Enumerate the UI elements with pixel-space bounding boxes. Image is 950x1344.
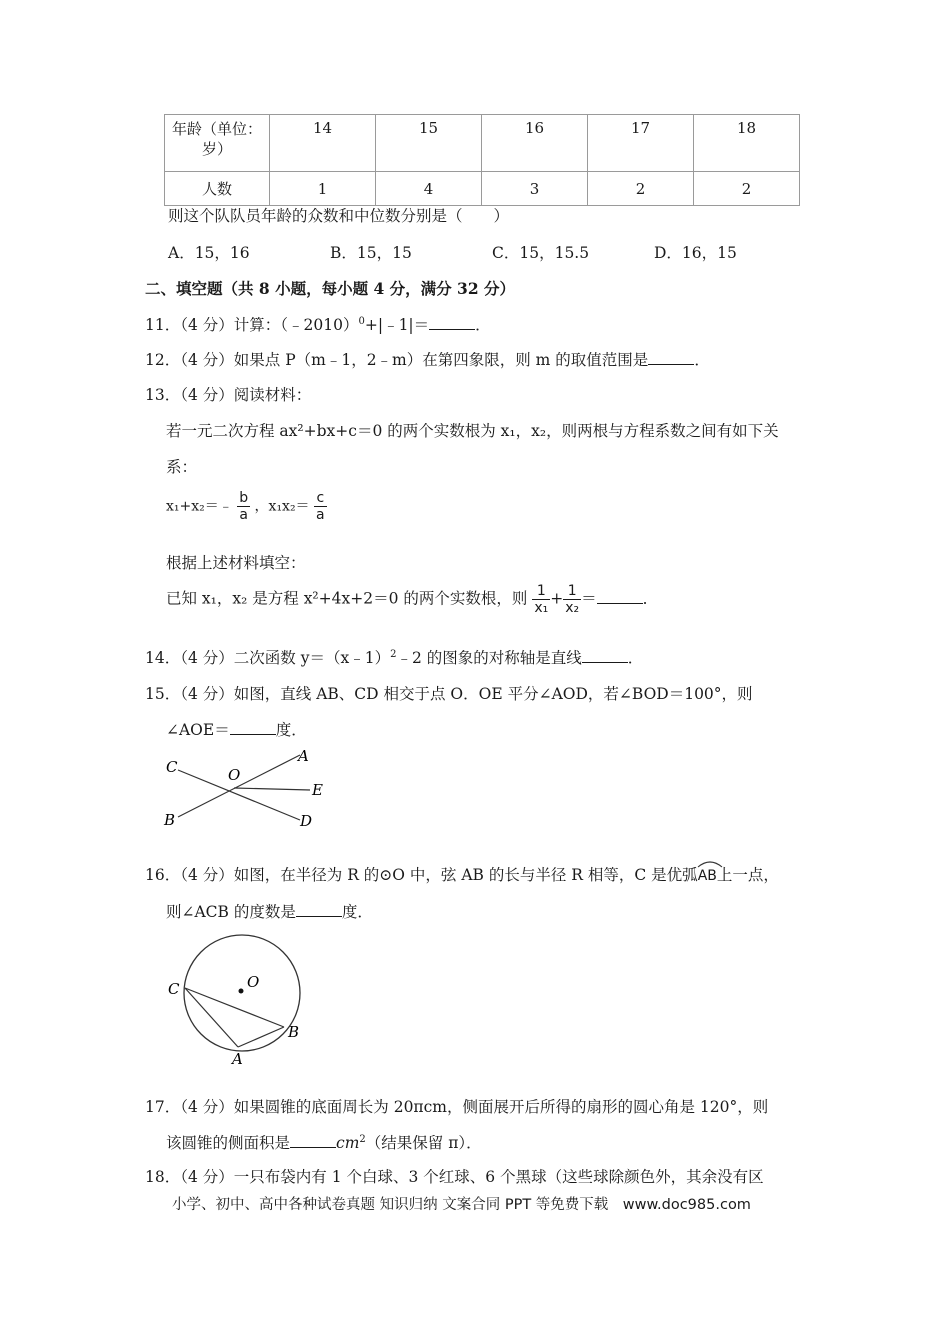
fraction-denominator: a bbox=[316, 507, 325, 523]
count-cell: 3 bbox=[482, 172, 588, 206]
label-o: O bbox=[228, 766, 241, 784]
punctuation: ． bbox=[694, 351, 710, 369]
question-12 bbox=[145, 348, 710, 370]
label-b: B bbox=[164, 811, 176, 829]
exponent: 2 bbox=[359, 1133, 366, 1145]
question-18 bbox=[145, 1165, 764, 1187]
question-text: ∠AOE＝ bbox=[166, 721, 230, 739]
punctuation: ． bbox=[642, 589, 659, 608]
fraction-denominator: x₂ bbox=[565, 600, 580, 616]
section-title: 二、填空题（共 8 小题，每小题 4 分，满分 32 分） bbox=[145, 279, 516, 298]
punctuation: ． bbox=[475, 316, 491, 334]
age-table bbox=[164, 114, 800, 206]
question-number: 16． bbox=[145, 866, 181, 884]
q10-option-c: C．15，15.5 bbox=[492, 244, 590, 262]
question-14 bbox=[145, 646, 643, 668]
question-number: 13． bbox=[145, 386, 181, 404]
fraction bbox=[237, 490, 250, 523]
q10-option-a: A．15，16 bbox=[168, 244, 250, 262]
fraction bbox=[532, 583, 550, 616]
question-text: 阅读材料： bbox=[233, 386, 312, 404]
footer-banner: 小学、初中、高中各种试卷真题 知识归纳 文案合同 PPT 等免费下载 www.doc985.com bbox=[172, 1197, 751, 1213]
question-text: ﹣2 的图象的对称轴是直线 bbox=[396, 649, 582, 667]
q13-fill-intro: 根据上述材料填空： bbox=[166, 554, 306, 572]
q13-known bbox=[166, 583, 658, 616]
q17-line2 bbox=[166, 1131, 482, 1153]
q15-line2 bbox=[166, 718, 307, 740]
center-point bbox=[239, 989, 244, 994]
exponent: 2 bbox=[390, 648, 397, 660]
formula-text: ，x₁x₂＝ bbox=[254, 498, 310, 515]
answer-blank[interactable] bbox=[230, 720, 276, 735]
question-text: +|﹣1|＝ bbox=[364, 316, 430, 334]
question-text: 如果圆锥的底面周长为 20πcm，侧面展开后所得的扇形的圆心角是 120°，则 bbox=[233, 1098, 769, 1116]
punctuation: ． bbox=[627, 649, 644, 667]
line-ab bbox=[178, 755, 300, 817]
question-text: （结果保留 π）． bbox=[365, 1134, 482, 1152]
fraction bbox=[563, 583, 581, 616]
q13-formula bbox=[166, 490, 327, 523]
fraction-numerator: 1 bbox=[563, 583, 581, 600]
label-o: O bbox=[247, 973, 260, 991]
age-cell: 18 bbox=[694, 115, 800, 172]
plus-sign: + bbox=[550, 589, 564, 608]
count-cell: 4 bbox=[376, 172, 482, 206]
question-text: 计算：（﹣2010） bbox=[233, 316, 359, 334]
exponent: 0 bbox=[358, 315, 365, 327]
count-header-cell: 人数 bbox=[165, 172, 270, 206]
label-e: E bbox=[312, 781, 323, 799]
q10-option-d: D．16，15 bbox=[654, 244, 737, 262]
fraction bbox=[314, 490, 327, 523]
answer-blank[interactable] bbox=[582, 648, 628, 663]
q13-line1: 若一元二次方程 ax²+bx+c＝0 的两个实数根为 x₁，x₂，则两根与方程系数之间有如下关 bbox=[166, 422, 779, 440]
question-number: 11． bbox=[145, 316, 181, 334]
label-c: C bbox=[166, 758, 178, 776]
fraction-denominator: x₁ bbox=[534, 600, 549, 616]
question-points: （4 分） bbox=[180, 685, 234, 703]
question-text: 上一点， bbox=[716, 866, 779, 884]
label-d: D bbox=[300, 812, 313, 830]
circle-figure bbox=[160, 930, 310, 1070]
equals-sign: ＝ bbox=[581, 589, 597, 608]
arc-ab-notation bbox=[698, 864, 717, 884]
fraction-numerator: c bbox=[314, 490, 327, 507]
question-text: 度． bbox=[275, 721, 307, 739]
label-c: C bbox=[168, 980, 180, 998]
fraction-denominator: a bbox=[239, 507, 248, 523]
q10-stem: 则这个队队员年龄的众数和中位数分别是（ ） bbox=[168, 207, 510, 225]
q10-option-b: B．15，15 bbox=[330, 244, 412, 262]
age-header-cell: 年龄（单位：岁） bbox=[165, 115, 270, 172]
arc-label: AB bbox=[697, 868, 717, 884]
question-points: （4 分） bbox=[180, 386, 234, 404]
question-points: （4 分） bbox=[180, 1168, 234, 1186]
question-number: 12． bbox=[145, 351, 181, 369]
question-text: 如果点 P（m﹣1，2﹣m）在第四象限，则 m 的取值范围是 bbox=[233, 351, 649, 369]
question-text: 二次函数 y＝（x﹣1） bbox=[233, 649, 391, 667]
age-cell: 16 bbox=[482, 115, 588, 172]
q13-line2: 系： bbox=[166, 458, 198, 476]
count-cell: 2 bbox=[694, 172, 800, 206]
arc-icon bbox=[697, 860, 723, 868]
question-text: 该圆锥的侧面积是 bbox=[166, 1134, 291, 1152]
question-text: 度． bbox=[341, 903, 373, 921]
question-text: 已知 x₁，x₂ 是方程 x²+4x+2＝0 的两个实数根，则 bbox=[166, 589, 528, 608]
question-number: 15． bbox=[145, 685, 181, 703]
question-points: （4 分） bbox=[180, 649, 234, 667]
question-11 bbox=[145, 313, 491, 335]
question-points: （4 分） bbox=[180, 316, 234, 334]
fraction-numerator: b bbox=[239, 490, 249, 506]
fraction-numerator: 1 bbox=[532, 583, 550, 600]
question-points: （4 分） bbox=[180, 1098, 234, 1116]
question-text: 一只布袋内有 1 个白球、3 个红球、6 个黑球（这些球除颜色外，其余没有区 bbox=[233, 1168, 764, 1186]
answer-blank[interactable] bbox=[648, 350, 694, 365]
count-cell: 2 bbox=[588, 172, 694, 206]
question-13-header bbox=[145, 383, 311, 405]
answer-blank[interactable] bbox=[429, 315, 475, 330]
chord-ab bbox=[238, 1027, 284, 1047]
ray-oe bbox=[234, 788, 310, 790]
question-text: 如图，在半径为 R 的⊙O 中，弦 AB 的长与半径 R 相等，C 是优弧 bbox=[233, 866, 698, 884]
question-number: 14． bbox=[145, 649, 181, 667]
intersecting-lines-figure bbox=[160, 745, 340, 830]
question-number: 17． bbox=[145, 1098, 181, 1116]
question-text: 则∠ACB 的度数是 bbox=[166, 903, 296, 921]
unit-text: cm bbox=[336, 1134, 360, 1152]
label-a: A bbox=[298, 747, 309, 765]
question-text: 如图，直线 AB、CD 相交于点 O．OE 平分∠AOD，若∠BOD＝100°，则 bbox=[233, 685, 753, 703]
label-b: B bbox=[288, 1023, 300, 1041]
question-points: （4 分） bbox=[180, 351, 234, 369]
age-cell: 15 bbox=[376, 115, 482, 172]
chord-cb bbox=[185, 988, 284, 1027]
q16-line2 bbox=[166, 900, 373, 922]
question-16 bbox=[145, 863, 779, 885]
age-cell: 17 bbox=[588, 115, 694, 172]
answer-blank[interactable] bbox=[597, 589, 643, 604]
chord-ca bbox=[185, 988, 238, 1047]
question-17 bbox=[145, 1095, 768, 1117]
question-points: （4 分） bbox=[180, 866, 234, 884]
age-cell: 14 bbox=[270, 115, 376, 172]
label-a: A bbox=[232, 1050, 243, 1068]
answer-blank[interactable] bbox=[296, 902, 342, 917]
formula-text: x₁+x₂＝﹣ bbox=[166, 498, 233, 515]
question-15 bbox=[145, 682, 753, 704]
answer-blank[interactable] bbox=[290, 1133, 336, 1148]
question-number: 18． bbox=[145, 1168, 181, 1186]
count-cell: 1 bbox=[270, 172, 376, 206]
